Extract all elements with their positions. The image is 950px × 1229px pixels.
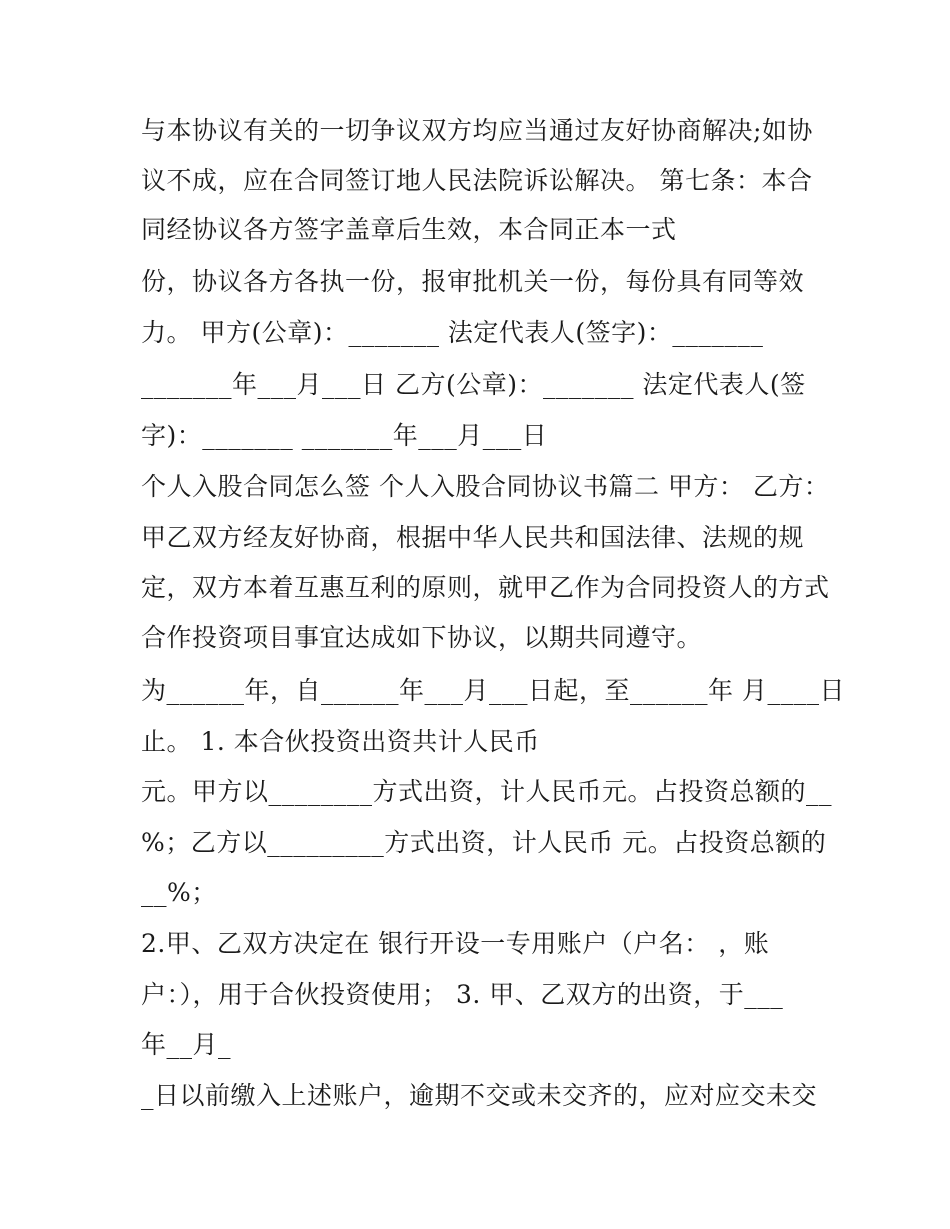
text-line: _日以前缴入上述账户，逾期不交或未交齐的，应对应交未交 [141,1081,818,1110]
text-line: 合作投资项目事宜达成如下协议，以期共同遵守。 [141,623,703,652]
text-line: 元。甲方以________方式出资，计人民币元。占投资总额的__ [141,777,833,806]
text-line: 同经协议各方签字盖章后生效，本合同正本一式 [141,215,677,244]
text-line: %；乙方以_________方式出资，计人民币 元。占投资总额的 [141,828,827,857]
text-line: 字)：_______ _______年___月___日 [141,421,548,450]
text-line: 止。 1. 本合伙投资出资共计人民币 [141,727,540,756]
text-line: 议不成，应在合同签订地人民法院诉讼解决。 第七条：本合 [141,166,813,195]
text-line: 为______年，自______年___月___日起，至______年 月____日 [141,676,845,705]
text-line: 甲乙双方经友好协商，根据中华人民共和国法律、法规的规 [141,523,805,552]
text-line: __%； [141,878,217,907]
text-line: 个人入股合同怎么签 个人入股合同协议书篇二 甲方： 乙方： [141,472,830,501]
text-line: 份，协议各方各执一份，报审批机关一份，每份具有同等效 [141,267,805,296]
text-line: 力。 甲方(公章)：_______ 法定代表人(签字)：_______ [141,318,764,347]
text-line: 户：），用于合伙投资使用； 3. 甲、乙双方的出资，于___ [141,980,784,1009]
text-line: 年__月_ [141,1030,232,1059]
text-line: 与本协议有关的一切争议双方均应当通过友好协商解决;如协 [141,116,813,145]
text-line: 定，双方本着互惠互利的原则，就甲乙作为合同投资人的方式 [141,573,830,602]
text-line: 2.甲、乙双方决定在 银行开设一专用账户（户名： ，账 [141,929,770,958]
text-line: _______年___月___日 乙方(公章)：_______ 法定代表人(签 [141,370,806,399]
